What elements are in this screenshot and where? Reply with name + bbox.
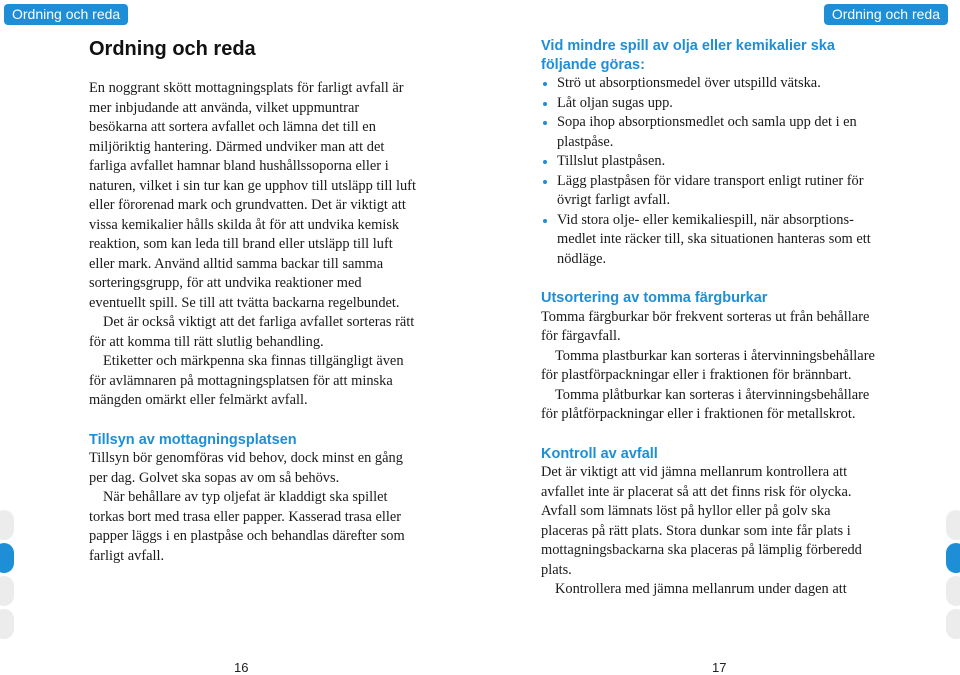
page-title: Ordning och reda [89,38,256,60]
spill-bullet-item: Tillslut plastpåsen. [541,152,876,172]
chapter-marker-right-1 [946,510,960,540]
spill-bullet-item: Lägg plastpåsen för vidare transport enligt rutiner för övrigt farligt avfall. [541,172,876,211]
utsortering-paragraph-2: Tomma plastburkar kan sorteras i återvinningsbehållare för plastförpackningar eller i fraktionen för brännbart. [541,347,875,383]
left-page-column [89,36,419,566]
header-tab-left: Ordning och reda [4,4,128,25]
right-page-column [541,37,876,600]
intro-paragraph-1: En noggrant skött mottagningsplats för farligt avfall är mer inbjudande att använda, vilket uppmuntrar besökarna att sortera avfallet och lämna det till en miljöriktig hantering. Därmed undviker man att det farliga avfallet hamnar bland hushållssoporna eller i naturen, vilket i sin tur kan ge upphov till utsläpp till luft eller förorenad mark och grundvatten. Det är viktigt att vissa kemikalier hålls skilda åt för att undvika kemisk reaktion, som kan leda till brand eller utsläpp till luft eller mark. Använd alltid samma backar till samma sorteringsgrupp, för att undvika reaktioner med eventuellt spill. Se till att tvätta backarna regelbundet. [89,80,416,311]
utsortering-paragraph-3: Tomma plåtburkar kan sorteras i återvinningsbehållare för plåtförpackningar eller i fraktionen för metallskrot. [541,386,870,422]
tillsyn-paragraph-1: Tillsyn bör genomföras vid behov, dock minst en gång per dag. Golvet ska sopas av om så behövs. [89,450,403,486]
spill-bullet-item: Vid stora olje- eller kemikaliespill, när absorptionsmedlet inte räcker till, ska situationen hanteras som ett nödläge. [541,211,876,270]
intro-paragraph-2: Det är också viktigt att det farliga avfallet sorteras rätt för att komma till rätt slutlig behandling. [89,314,415,350]
spill-bullet-item: Sopa ihop absorptionsmedlet och samla upp det i en plastpåse. [541,113,876,152]
utsortering-paragraph-1: Tomma färgburkar bör frekvent sorteras ut från behållare för färgavfall. [541,308,870,344]
chapter-marker-right-4 [946,609,960,639]
spill-bullet-list [541,74,876,269]
chapter-marker-right-3 [946,576,960,606]
intro-paragraph-3: Etiketter och märkpenna ska finnas tillgängligt även för avlämnaren på mottagningsplatsen för att minska mängden omärkt eller felmärkt avfall. [89,353,404,408]
chapter-marker-right-active [946,543,960,573]
page-number-right: 17 [712,660,727,675]
kontroll-paragraph-2: Kontrollera med jämna mellanrum under dagen att [555,581,847,597]
section-heading-tillsyn: Tillsyn av mottagningsplatsen [89,431,297,448]
spill-bullet-item: Strö ut absorptionsmedel över utspilld vätska. [541,74,876,94]
chapter-marker-left-3 [0,576,14,606]
page-number-left: 16 [234,660,249,675]
section-heading-kontroll: Kontroll av avfall [541,445,658,462]
kontroll-paragraph-1: Det är viktigt att vid jämna mellanrum kontrollera att avfallet inte är placerat så att det finns risk för olycka. Avfall som lämnats löst på hyllor eller på golv ska placeras på rätt plats. Stora dunkar som inte får plats i mottagningsbackarna ska placeras på lämplig förberedd plats. [541,464,862,578]
chapter-marker-left-1 [0,510,14,540]
section-heading-utsortering: Utsortering av tomma färgburkar [541,290,768,306]
header-tab-right: Ordning och reda [824,4,948,25]
chapter-marker-left-4 [0,609,14,639]
chapter-marker-left-active [0,543,14,573]
section-heading-spill: Vid mindre spill av olja eller kemikalier ska följande göras: [541,38,835,73]
spill-bullet-item: Låt oljan sugas upp. [541,94,876,114]
tillsyn-paragraph-2: När behållare av typ oljefat är kladdigt ska spillet torkas bort med trasa eller papper. Kasserad trasa eller papper läggs i en plastpåse och behandlas därefter som farligt avfall. [89,489,405,564]
